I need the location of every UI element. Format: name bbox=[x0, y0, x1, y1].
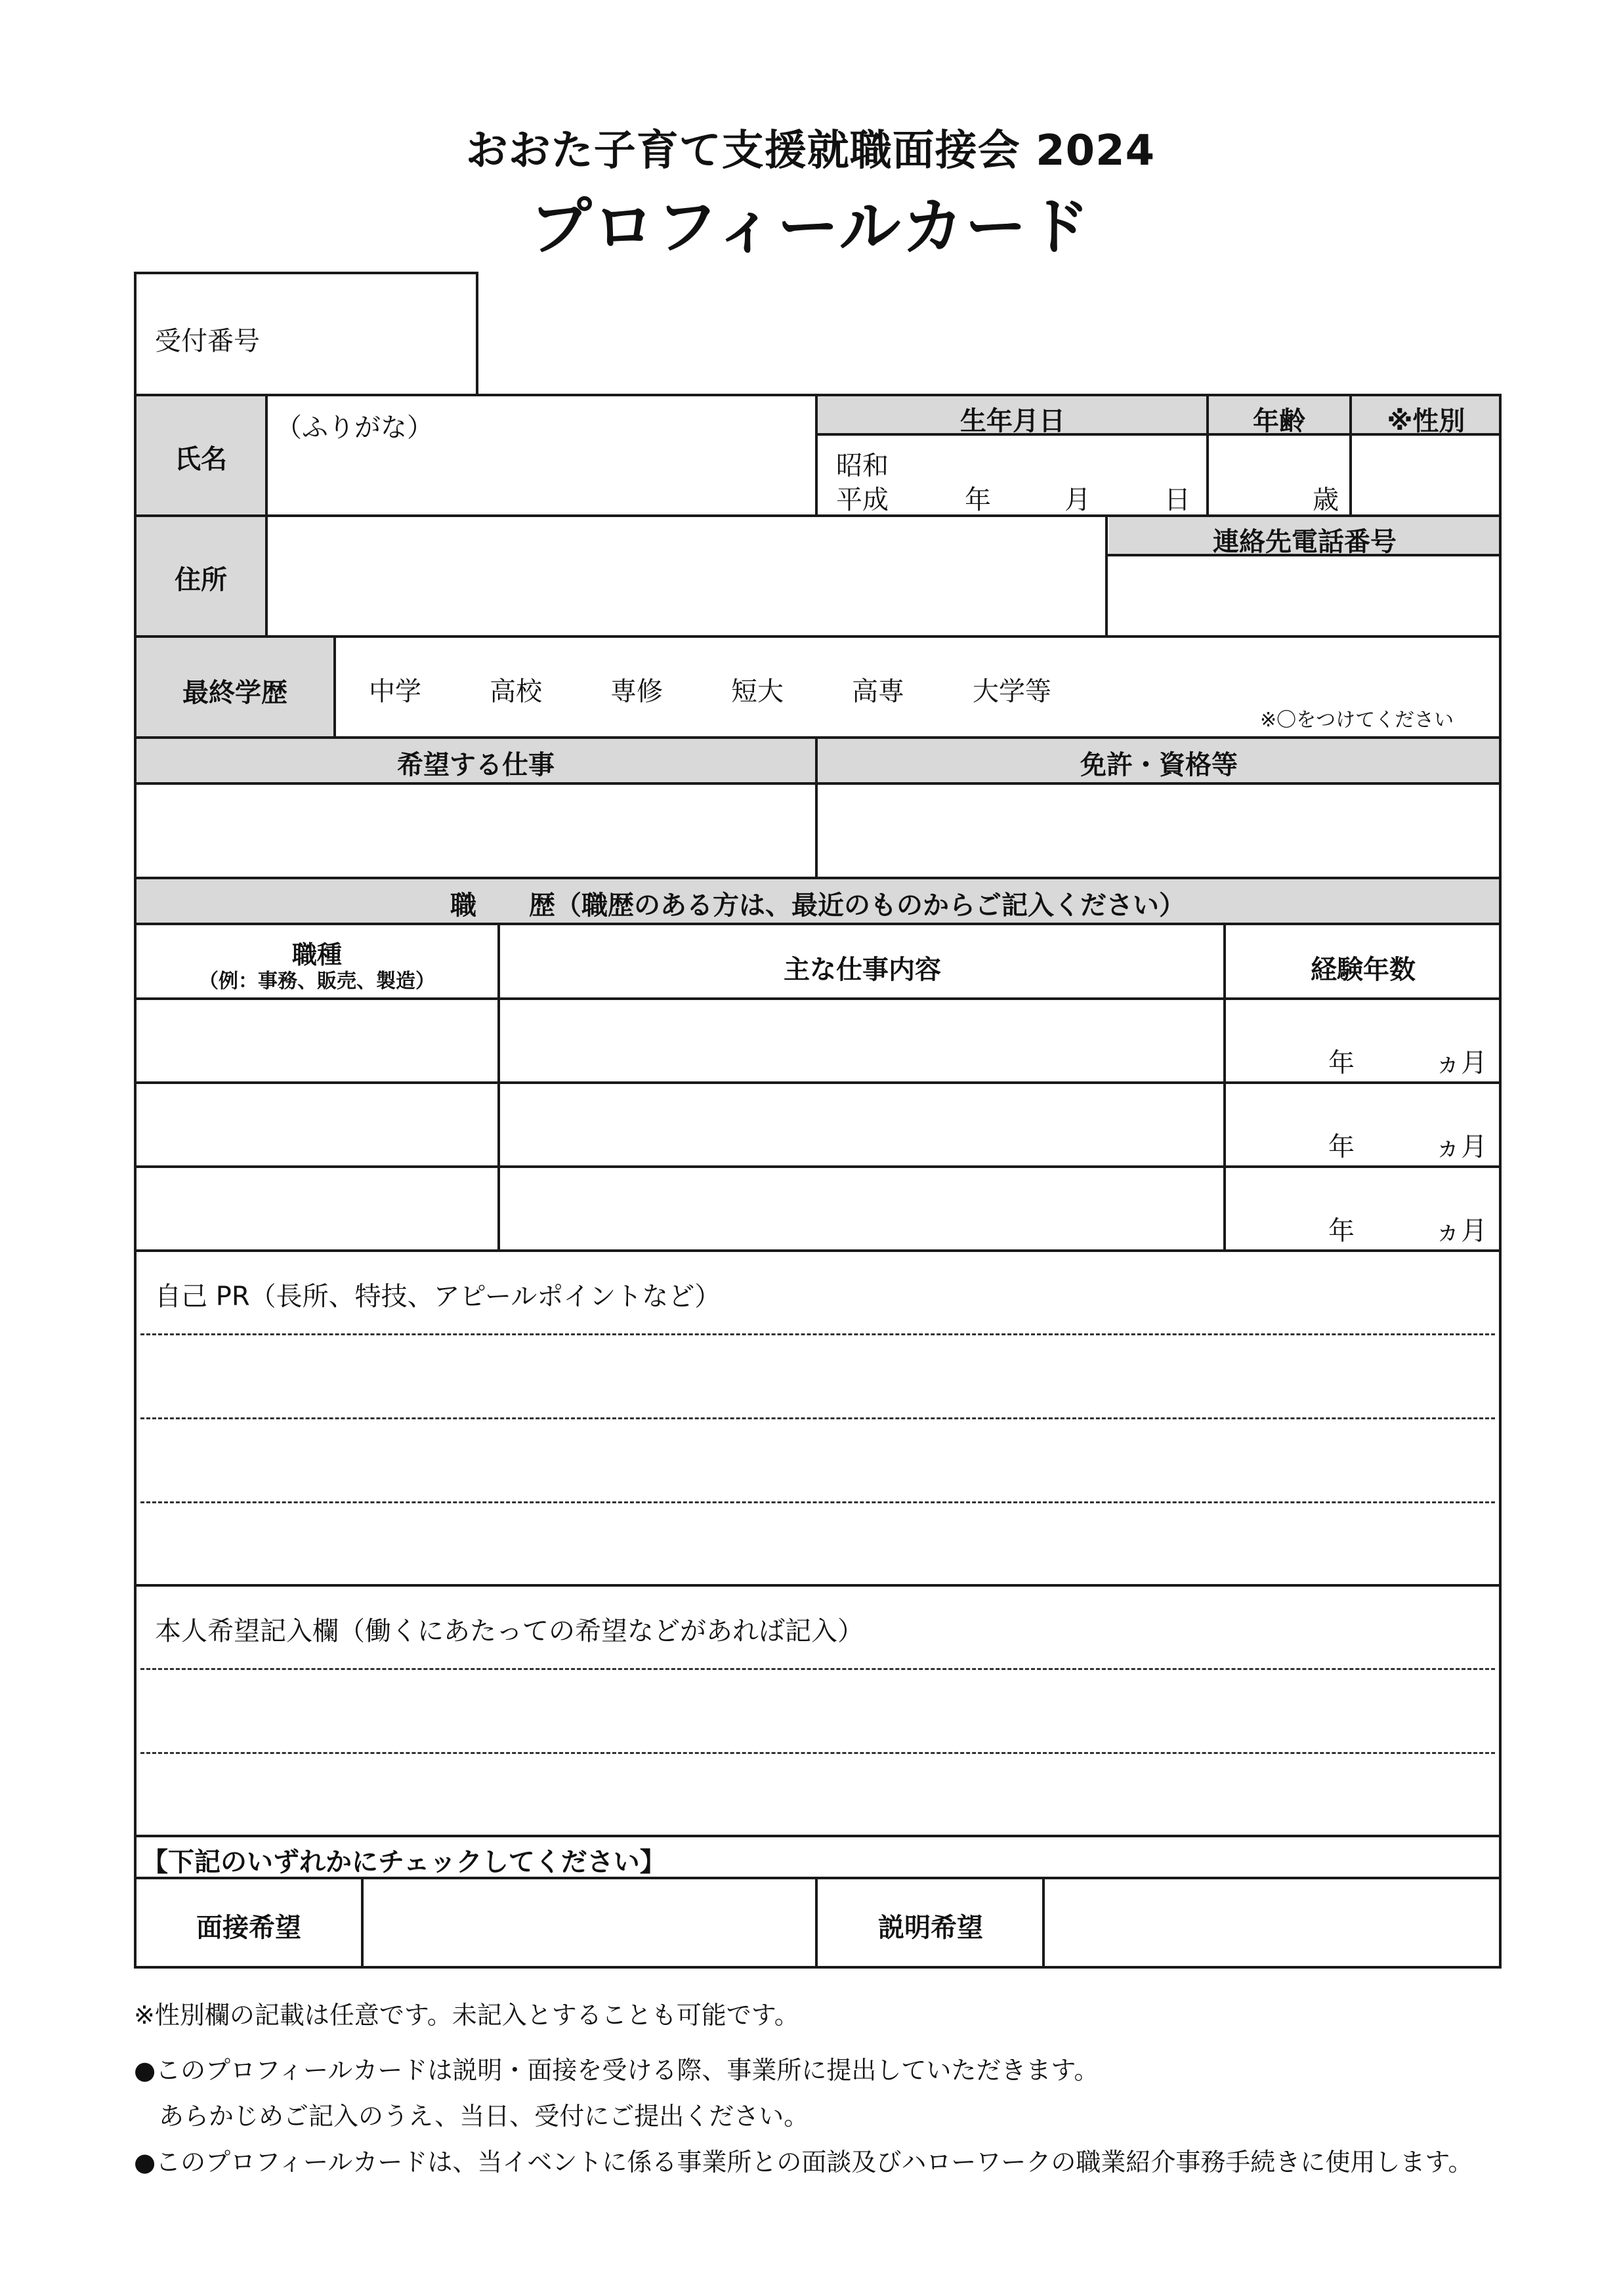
note-submit-cont: あらかじめご記入のうえ、当日、受付にご提出ください。 bbox=[134, 2102, 809, 2131]
education-option-juniorcollege[interactable]: 短大 bbox=[731, 677, 784, 707]
career-row-1-month-unit: ヵ月 bbox=[1435, 1048, 1487, 1078]
dob-header: 生年月日 bbox=[960, 406, 1065, 436]
reception-number-label: 受付番号 bbox=[155, 326, 260, 356]
age-header: 年齢 bbox=[1253, 406, 1305, 436]
form-subtitle: プロフィールカード bbox=[530, 192, 1091, 263]
age-field[interactable] bbox=[1210, 437, 1309, 512]
requests-label: 本人希望記入欄（働くにあたっての希望などがあれば記入） bbox=[155, 1616, 864, 1646]
career-row-1-year-unit: 年 bbox=[1328, 1048, 1355, 1078]
education-option-university[interactable]: 大学等 bbox=[973, 677, 1051, 707]
address-field[interactable] bbox=[269, 518, 1103, 633]
education-option-highschool[interactable]: 高校 bbox=[490, 677, 542, 707]
gender-field[interactable] bbox=[1353, 437, 1499, 512]
note-usage: ●このプロフィールカードは、当イベントに係る事業所との面談及びハローワークの職業紹介事務手続きに使用します。 bbox=[134, 2148, 1473, 2177]
license-header: 免許・資格等 bbox=[1080, 750, 1238, 780]
career-row-3-year-unit: 年 bbox=[1328, 1216, 1355, 1246]
career-row-3-content[interactable] bbox=[503, 1169, 1221, 1247]
form-title: おおた子育て支援就職面接会 2024 bbox=[465, 127, 1156, 175]
gender-header: ※性別 bbox=[1387, 406, 1465, 436]
career-row-1-content[interactable] bbox=[503, 1001, 1221, 1079]
career-row-2-type[interactable] bbox=[138, 1085, 495, 1163]
career-row-3-type[interactable] bbox=[138, 1169, 495, 1247]
era-heisei: 平成 bbox=[836, 485, 889, 515]
job-wish-header: 希望する仕事 bbox=[397, 750, 555, 780]
job-wish-field[interactable] bbox=[138, 786, 812, 874]
career-header: 職 歴（職歴のある方は、最近のものからご記入ください） bbox=[450, 890, 1185, 921]
phone-header: 連絡先電話番号 bbox=[1213, 527, 1397, 557]
interview-label: 面接希望 bbox=[196, 1913, 301, 1943]
name-field[interactable] bbox=[269, 446, 812, 512]
license-field[interactable] bbox=[820, 786, 1499, 874]
career-col-years: 経験年数 bbox=[1311, 955, 1416, 985]
education-option-technical[interactable]: 高専 bbox=[852, 677, 904, 707]
career-col-type: 職種 bbox=[291, 940, 342, 969]
age-unit: 歳 bbox=[1313, 485, 1339, 515]
career-col-type-example: （例：事務、販売、製造） bbox=[199, 970, 435, 993]
note-submit: ●このプロフィールカードは説明・面接を受ける際、事業所に提出していただきます。 bbox=[134, 2056, 1099, 2085]
career-row-2-month-unit: ヵ月 bbox=[1435, 1132, 1487, 1162]
education-option-vocational[interactable]: 専修 bbox=[610, 677, 663, 707]
name-label: 氏名 bbox=[175, 444, 227, 474]
education-option-juniorhigh[interactable]: 中学 bbox=[369, 677, 421, 707]
furigana-label: （ふりがな） bbox=[276, 413, 433, 443]
career-row-3-month-unit: ヵ月 bbox=[1435, 1216, 1487, 1246]
explanation-label: 説明希望 bbox=[878, 1913, 983, 1943]
address-label: 住所 bbox=[175, 565, 227, 595]
requests-field[interactable] bbox=[138, 1671, 1499, 1832]
career-col-content: 主な仕事内容 bbox=[784, 955, 941, 985]
dob-field[interactable] bbox=[919, 437, 1205, 512]
career-row-2-content[interactable] bbox=[503, 1085, 1221, 1163]
dob-month-unit: 月 bbox=[1064, 485, 1091, 515]
self-pr-label: 自己 PR（長所、特技、アピールポイントなど） bbox=[155, 1282, 721, 1312]
education-note: ※〇をつけてください bbox=[1260, 709, 1454, 732]
check-instruction: 【下記のいずれかにチェックしてください】 bbox=[142, 1847, 666, 1877]
career-row-1-type[interactable] bbox=[138, 1001, 495, 1079]
reception-number-field[interactable] bbox=[276, 282, 466, 387]
interview-checkbox[interactable] bbox=[365, 1881, 812, 1966]
phone-field[interactable] bbox=[1109, 558, 1499, 633]
dob-day-unit: 日 bbox=[1164, 485, 1190, 515]
note-gender: ※性別欄の記載は任意です。未記入とすることも可能です。 bbox=[134, 2001, 799, 2030]
education-label: 最終学歴 bbox=[182, 678, 287, 708]
era-showa: 昭和 bbox=[836, 451, 889, 481]
self-pr-field[interactable] bbox=[138, 1336, 1499, 1581]
explanation-checkbox[interactable] bbox=[1046, 1881, 1499, 1966]
dob-year-unit: 年 bbox=[965, 485, 991, 515]
career-row-2-year-unit: 年 bbox=[1328, 1132, 1355, 1162]
